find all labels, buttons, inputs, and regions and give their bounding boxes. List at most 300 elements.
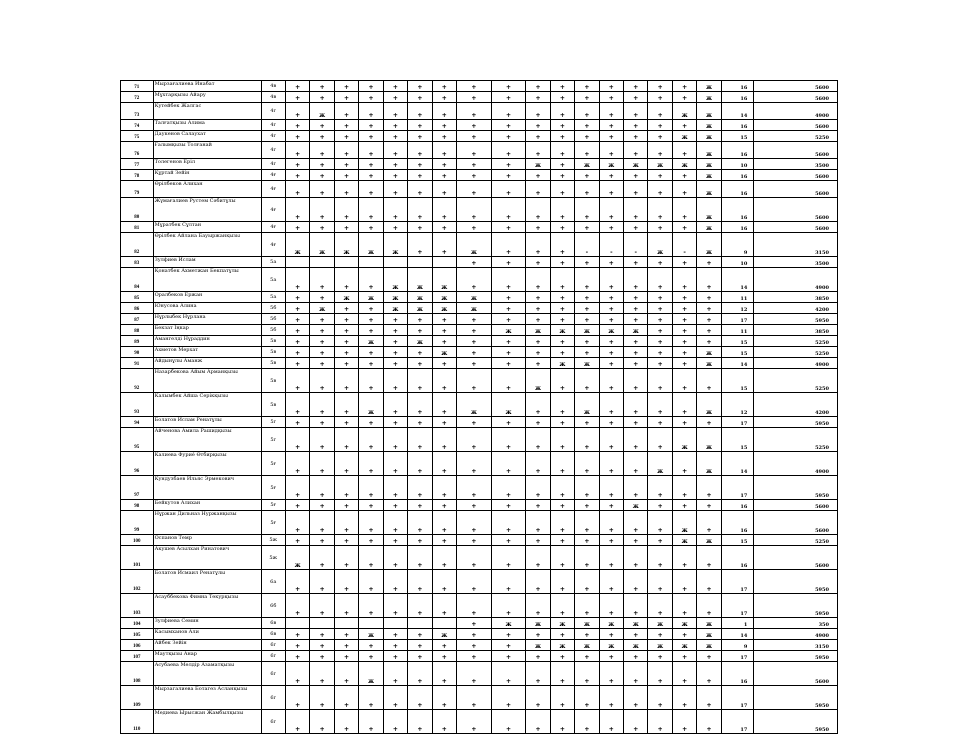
answer-mark: ж	[526, 159, 550, 170]
answer-mark: +	[383, 336, 407, 347]
answer-mark: +	[432, 428, 456, 452]
answer-mark: ж	[359, 662, 383, 686]
answer-mark: +	[408, 181, 432, 198]
class-name: 5б	[261, 325, 285, 336]
answer-mark: +	[526, 710, 550, 734]
amount-cell: 5600	[754, 120, 838, 131]
amount-cell: 4200	[754, 303, 838, 314]
answer-mark	[408, 618, 432, 629]
answer-mark: +	[285, 452, 309, 476]
answer-mark: +	[310, 535, 334, 546]
answer-mark: +	[624, 257, 648, 268]
answer-mark: +	[359, 314, 383, 325]
table-row	[121, 268, 838, 292]
answer-mark: +	[697, 570, 721, 594]
answer-mark: +	[491, 417, 526, 428]
answer-mark: +	[408, 570, 432, 594]
answer-mark: +	[432, 640, 456, 651]
row-number: 86	[121, 303, 154, 314]
answer-mark: +	[550, 500, 574, 511]
answer-mark: +	[491, 292, 526, 303]
amount-cell: 3150	[754, 640, 838, 651]
answer-mark: +	[624, 181, 648, 198]
answer-mark: +	[575, 198, 599, 222]
table-row	[121, 257, 838, 268]
answer-mark: +	[648, 535, 672, 546]
answer-mark: +	[285, 292, 309, 303]
answer-mark: +	[285, 358, 309, 369]
table-row	[121, 511, 838, 535]
answer-mark: ж	[599, 618, 623, 629]
student-name: Талғатқызы Алима	[153, 120, 261, 131]
answer-mark: +	[599, 369, 623, 393]
amount-cell: 5600	[754, 81, 838, 92]
answer-mark: +	[491, 629, 526, 640]
row-number: 104	[121, 618, 154, 629]
score-cell: 14	[721, 629, 754, 640]
answer-mark: +	[408, 546, 432, 570]
score-cell: 11	[721, 292, 754, 303]
amount-cell: 350	[754, 618, 838, 629]
answer-mark: +	[550, 393, 574, 417]
answer-mark: +	[575, 662, 599, 686]
answer-mark: +	[575, 170, 599, 181]
answer-mark: +	[359, 142, 383, 159]
answer-mark: +	[526, 92, 550, 103]
answer-mark: +	[359, 222, 383, 233]
answer-mark: +	[432, 662, 456, 686]
answer-mark: +	[457, 358, 492, 369]
student-name: Мұратбек Сұлтан	[153, 222, 261, 233]
answer-mark: +	[491, 314, 526, 325]
answer-mark: +	[432, 314, 456, 325]
answer-mark: +	[491, 662, 526, 686]
answer-mark: ж	[697, 347, 721, 358]
row-number: 93	[121, 393, 154, 417]
answer-mark: +	[383, 629, 407, 640]
answer-mark: +	[334, 222, 358, 233]
answer-mark: +	[648, 292, 672, 303]
answer-mark: +	[310, 198, 334, 222]
answer-mark: +	[408, 233, 432, 257]
student-name: Болатов Ислам Ренатұлы	[153, 417, 261, 428]
row-number: 83	[121, 257, 154, 268]
answer-mark: +	[672, 662, 696, 686]
answer-mark: +	[672, 292, 696, 303]
answer-mark: +	[648, 369, 672, 393]
answer-mark: +	[550, 257, 574, 268]
answer-mark: +	[697, 500, 721, 511]
student-name: Бейкутов Алихан	[153, 500, 261, 511]
answer-mark: +	[432, 325, 456, 336]
answer-mark: +	[624, 120, 648, 131]
score-cell: 16	[721, 222, 754, 233]
answer-mark: +	[648, 393, 672, 417]
row-number: 78	[121, 170, 154, 181]
answer-mark: +	[408, 120, 432, 131]
answer-mark: ж	[697, 393, 721, 417]
answer-mark: +	[310, 347, 334, 358]
answer-mark: +	[310, 710, 334, 734]
answer-mark: +	[457, 629, 492, 640]
answer-mark: +	[550, 662, 574, 686]
answer-mark: +	[359, 103, 383, 120]
answer-mark: +	[648, 570, 672, 594]
answer-mark: +	[285, 662, 309, 686]
answer-mark: +	[648, 594, 672, 618]
answer-mark: ж	[408, 336, 432, 347]
answer-mark: +	[359, 594, 383, 618]
answer-mark: ж	[408, 292, 432, 303]
score-cell: 9	[721, 233, 754, 257]
answer-mark: +	[334, 92, 358, 103]
answer-mark: ж	[697, 131, 721, 142]
answer-mark: +	[334, 511, 358, 535]
answer-mark: +	[285, 417, 309, 428]
answer-mark: +	[526, 546, 550, 570]
answer-mark: +	[624, 535, 648, 546]
answer-mark: +	[491, 103, 526, 120]
answer-mark: +	[310, 292, 334, 303]
answer-mark: ж	[550, 358, 574, 369]
answer-mark: +	[575, 120, 599, 131]
answer-mark	[285, 257, 309, 268]
answer-mark: ж	[599, 325, 623, 336]
answer-mark: +	[408, 476, 432, 500]
answer-mark: +	[672, 325, 696, 336]
answer-mark: +	[550, 142, 574, 159]
answer-mark: +	[648, 181, 672, 198]
answer-mark: +	[550, 92, 574, 103]
answer-mark: +	[408, 651, 432, 662]
amount-cell: 5250	[754, 369, 838, 393]
answer-mark: +	[491, 369, 526, 393]
answer-mark: +	[383, 535, 407, 546]
table-row	[121, 358, 838, 369]
answer-mark: +	[491, 92, 526, 103]
student-name: Мырзағалиева Инабат	[153, 81, 261, 92]
answer-mark: +	[457, 131, 492, 142]
answer-mark: +	[526, 233, 550, 257]
answer-mark: ж	[672, 535, 696, 546]
answer-mark: +	[526, 570, 550, 594]
answer-mark: +	[575, 686, 599, 710]
answer-mark: +	[310, 159, 334, 170]
answer-mark: +	[624, 686, 648, 710]
answer-mark: +	[457, 347, 492, 358]
answer-mark: +	[575, 222, 599, 233]
amount-cell: 3150	[754, 233, 838, 257]
answer-mark: +	[599, 500, 623, 511]
amount-cell: 5600	[754, 142, 838, 159]
table-row	[121, 347, 838, 358]
answer-mark: +	[359, 268, 383, 292]
class-name: 4ғ	[261, 198, 285, 222]
class-name: 4ғ	[261, 170, 285, 181]
results-table	[120, 80, 838, 734]
answer-mark: +	[457, 511, 492, 535]
answer-mark: +	[648, 347, 672, 358]
answer-mark: +	[491, 198, 526, 222]
student-name: Болатов Исмаил Ренатұлы	[153, 570, 261, 594]
answer-mark: +	[310, 594, 334, 618]
table-row	[121, 452, 838, 476]
score-cell: 16	[721, 546, 754, 570]
answer-mark: +	[526, 268, 550, 292]
answer-mark: +	[432, 181, 456, 198]
answer-mark: +	[526, 662, 550, 686]
student-name: Қонатбек Ахметжан Бекпатұлы	[153, 268, 261, 292]
answer-mark: +	[672, 120, 696, 131]
answer-mark: +	[408, 131, 432, 142]
answer-mark: +	[648, 92, 672, 103]
answer-mark: +	[550, 222, 574, 233]
answer-mark: ж	[408, 303, 432, 314]
answer-mark: +	[432, 686, 456, 710]
student-name: Зулфиева Семин	[153, 618, 261, 629]
answer-mark: ж	[697, 120, 721, 131]
answer-mark: +	[599, 662, 623, 686]
answer-mark: ж	[550, 618, 574, 629]
answer-mark: ж	[697, 233, 721, 257]
answer-mark	[432, 618, 456, 629]
score-cell: 14	[721, 452, 754, 476]
answer-mark: +	[550, 417, 574, 428]
answer-mark: +	[457, 142, 492, 159]
score-cell: 16	[721, 198, 754, 222]
answer-mark: ж	[624, 500, 648, 511]
row-number: 106	[121, 640, 154, 651]
answer-mark: +	[648, 131, 672, 142]
answer-mark: ж	[648, 159, 672, 170]
answer-mark: +	[285, 369, 309, 393]
answer-mark: ж	[359, 629, 383, 640]
answer-mark: +	[526, 452, 550, 476]
answer-mark: +	[334, 181, 358, 198]
answer-mark: +	[285, 640, 309, 651]
answer-mark: ж	[408, 268, 432, 292]
student-name: Юнусова Алина	[153, 303, 261, 314]
answer-mark: +	[334, 594, 358, 618]
answer-mark: +	[599, 686, 623, 710]
answer-mark: +	[457, 500, 492, 511]
amount-cell: 5600	[754, 662, 838, 686]
answer-mark: +	[432, 546, 456, 570]
answer-mark: +	[334, 452, 358, 476]
answer-mark: +	[491, 257, 526, 268]
class-name: 5ғ	[261, 476, 285, 500]
answer-mark: +	[550, 303, 574, 314]
answer-mark: +	[550, 314, 574, 325]
row-number: 73	[121, 103, 154, 120]
answer-mark: ж	[697, 640, 721, 651]
answer-mark: +	[697, 710, 721, 734]
answer-mark	[383, 618, 407, 629]
answer-mark: +	[285, 92, 309, 103]
answer-mark: +	[408, 594, 432, 618]
answer-mark: +	[285, 142, 309, 159]
class-name: 5ғ	[261, 511, 285, 535]
answer-mark: +	[599, 452, 623, 476]
answer-mark: +	[550, 181, 574, 198]
amount-cell: 5250	[754, 428, 838, 452]
answer-mark: +	[672, 452, 696, 476]
score-cell: 16	[721, 181, 754, 198]
answer-mark: +	[599, 417, 623, 428]
answer-mark: +	[334, 428, 358, 452]
answer-mark: +	[624, 710, 648, 734]
answer-mark: +	[334, 198, 358, 222]
answer-mark: +	[526, 198, 550, 222]
answer-mark: +	[408, 92, 432, 103]
answer-mark: +	[285, 81, 309, 92]
row-number: 99	[121, 511, 154, 535]
student-name: Өрiлбек Айлана Бауыржанқызы	[153, 233, 261, 257]
row-number: 100	[121, 535, 154, 546]
answer-mark: ж	[310, 233, 334, 257]
student-name: Амангелдi Нұраддин	[153, 336, 261, 347]
answer-mark: +	[624, 358, 648, 369]
answer-mark: +	[575, 292, 599, 303]
class-name: 5ж	[261, 535, 285, 546]
student-name: Зулфиев Ислам	[153, 257, 261, 268]
student-name: Оспанов Темр	[153, 535, 261, 546]
table-row	[121, 570, 838, 594]
answer-mark: +	[526, 314, 550, 325]
answer-mark: +	[334, 651, 358, 662]
answer-mark: +	[672, 500, 696, 511]
answer-mark: ж	[310, 103, 334, 120]
table-row	[121, 640, 838, 651]
answer-mark: ж	[359, 233, 383, 257]
answer-mark: +	[599, 347, 623, 358]
answer-mark: +	[575, 500, 599, 511]
answer-mark: +	[334, 347, 358, 358]
answer-mark: +	[697, 257, 721, 268]
answer-mark: +	[285, 535, 309, 546]
row-number: 109	[121, 686, 154, 710]
answer-mark: +	[599, 535, 623, 546]
answer-mark: +	[624, 511, 648, 535]
answer-mark: +	[359, 500, 383, 511]
table-row	[121, 393, 838, 417]
answer-mark: +	[599, 651, 623, 662]
answer-mark: +	[334, 336, 358, 347]
answer-mark: +	[457, 710, 492, 734]
answer-mark: +	[624, 314, 648, 325]
table-row	[121, 618, 838, 629]
answer-mark	[310, 257, 334, 268]
answer-mark: +	[383, 120, 407, 131]
answer-mark: +	[408, 81, 432, 92]
answer-mark: +	[310, 336, 334, 347]
answer-mark: ж	[526, 325, 550, 336]
answer-mark: +	[624, 369, 648, 393]
row-number: 95	[121, 428, 154, 452]
row-number: 89	[121, 336, 154, 347]
answer-mark: +	[310, 428, 334, 452]
answer-mark: +	[550, 170, 574, 181]
answer-mark: +	[359, 651, 383, 662]
answer-mark: +	[383, 710, 407, 734]
answer-mark: +	[672, 369, 696, 393]
student-name: Акушев Асылхан Ринатович	[153, 546, 261, 570]
answer-mark: +	[550, 369, 574, 393]
table-row	[121, 142, 838, 159]
answer-mark: +	[457, 159, 492, 170]
answer-mark: +	[383, 198, 407, 222]
student-name: Касымханов Али	[153, 629, 261, 640]
answer-mark: +	[457, 570, 492, 594]
answer-mark: +	[648, 222, 672, 233]
answer-mark: ж	[599, 159, 623, 170]
answer-mark: +	[550, 336, 574, 347]
student-name: Айдынұлы Аманж	[153, 358, 261, 369]
answer-mark: +	[575, 103, 599, 120]
answer-mark: +	[550, 594, 574, 618]
answer-mark: +	[526, 417, 550, 428]
answer-mark: +	[432, 233, 456, 257]
answer-mark: +	[526, 336, 550, 347]
student-name: Кундузбаев Ильяс Эрмекович	[153, 476, 261, 500]
answer-mark: +	[359, 303, 383, 314]
answer-mark: +	[359, 546, 383, 570]
answer-mark: +	[599, 629, 623, 640]
table-row	[121, 629, 838, 640]
table-row	[121, 535, 838, 546]
score-cell: 15	[721, 347, 754, 358]
answer-mark: +	[526, 476, 550, 500]
answer-mark: +	[672, 314, 696, 325]
answer-mark: +	[457, 325, 492, 336]
student-name: Толегенов Ерiл	[153, 159, 261, 170]
answer-mark: ж	[575, 159, 599, 170]
class-name: 4в	[261, 92, 285, 103]
answer-mark: +	[550, 651, 574, 662]
answer-mark: +	[526, 142, 550, 159]
answer-mark: +	[672, 570, 696, 594]
student-name: Асауббекова Фимна Төкурқызы	[153, 594, 261, 618]
answer-mark: ж	[672, 428, 696, 452]
answer-mark: +	[624, 546, 648, 570]
table-row	[121, 417, 838, 428]
class-name: 4ғ	[261, 222, 285, 233]
answer-mark: +	[526, 131, 550, 142]
answer-mark: +	[457, 546, 492, 570]
answer-mark: +	[491, 546, 526, 570]
answer-mark: +	[648, 142, 672, 159]
answer-mark: +	[599, 131, 623, 142]
table-row	[121, 198, 838, 222]
answer-mark: +	[310, 570, 334, 594]
answer-mark: +	[408, 417, 432, 428]
score-cell: 15	[721, 336, 754, 347]
answer-mark: ж	[697, 181, 721, 198]
row-number: 110	[121, 710, 154, 734]
table-row	[121, 222, 838, 233]
answer-mark: +	[334, 476, 358, 500]
class-name: 6в	[261, 629, 285, 640]
answer-mark: +	[599, 303, 623, 314]
answer-mark: +	[550, 131, 574, 142]
answer-mark: +	[457, 618, 492, 629]
answer-mark: ж	[432, 629, 456, 640]
answer-mark: +	[575, 314, 599, 325]
answer-mark: +	[383, 476, 407, 500]
answer-mark: ж	[383, 292, 407, 303]
amount-cell: 5600	[754, 546, 838, 570]
score-cell: 17	[721, 651, 754, 662]
